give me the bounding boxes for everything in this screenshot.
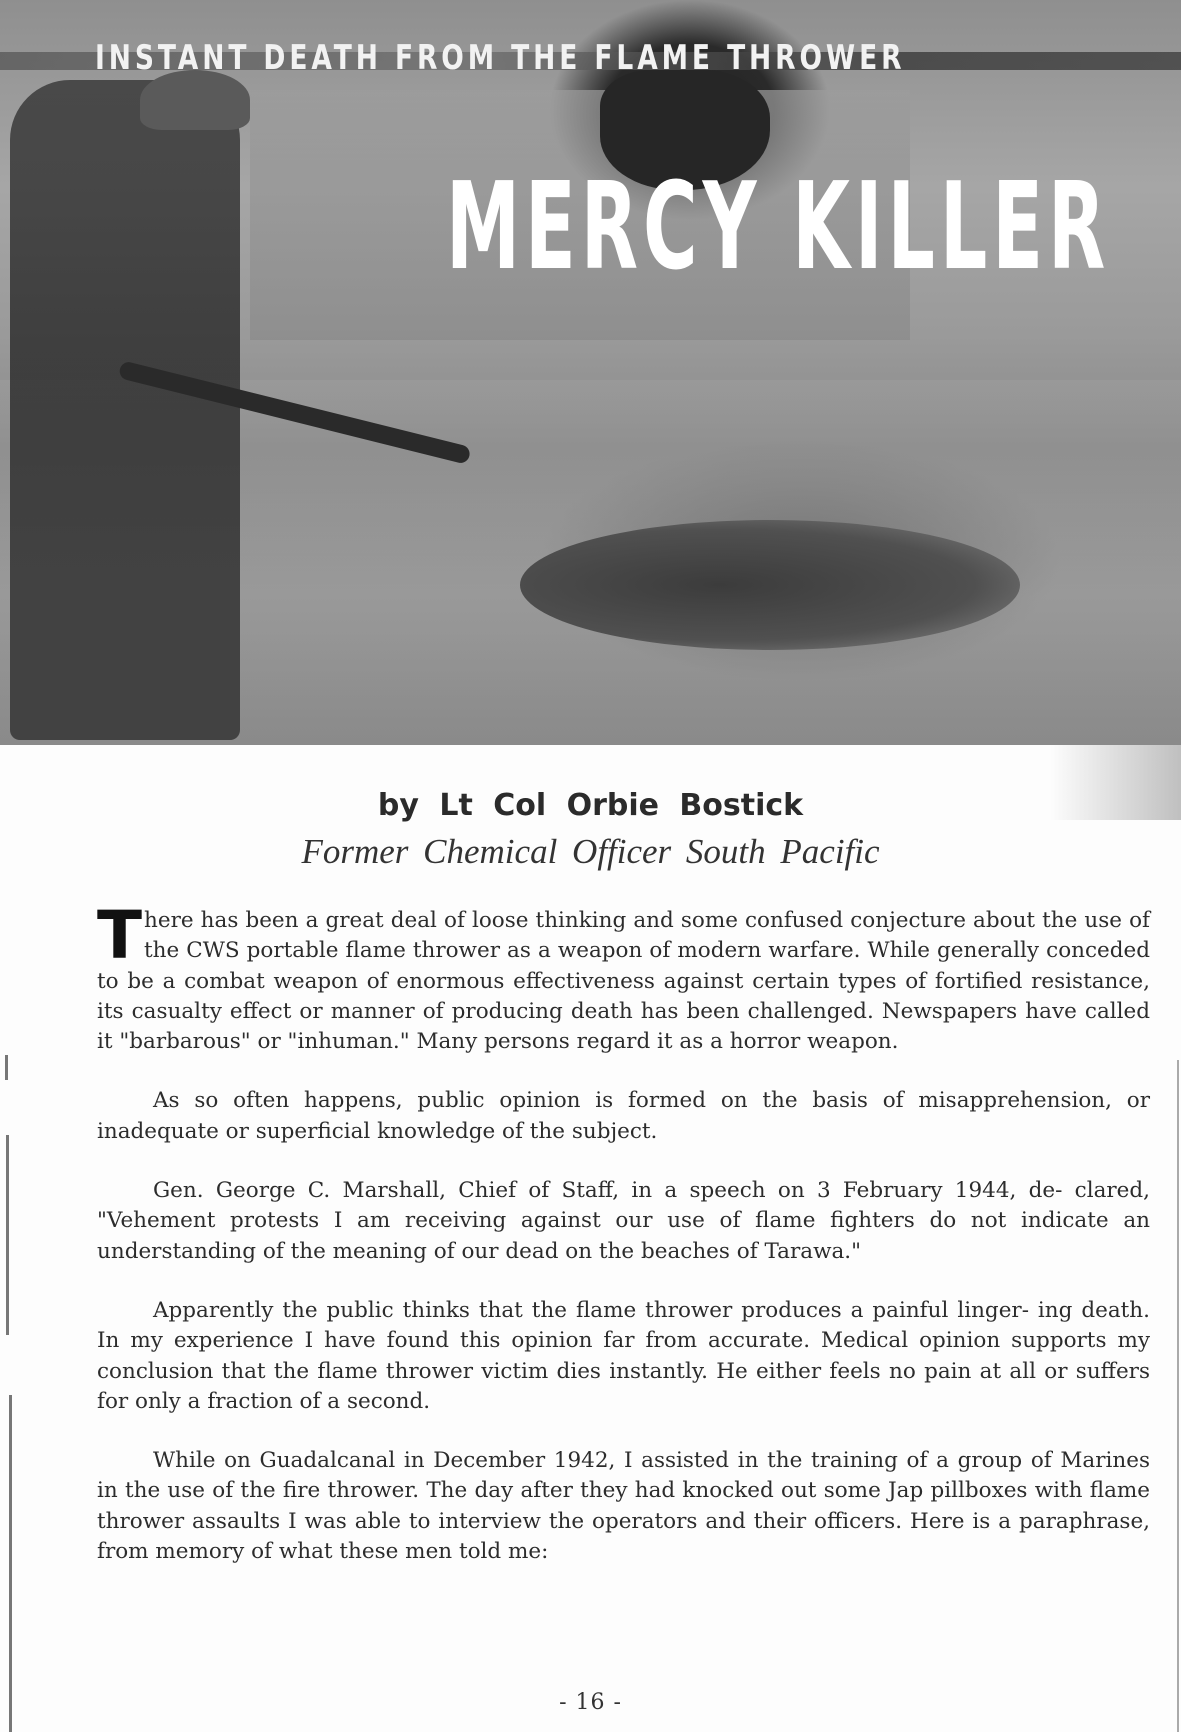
article-kicker: INSTANT DEATH FROM THE FLAME THROWER xyxy=(95,38,906,78)
byline: by Lt Col Orbie Bostick xyxy=(377,788,804,823)
article-body xyxy=(97,897,1150,1596)
scan-mark xyxy=(9,1395,12,1732)
scan-mark xyxy=(6,1135,9,1335)
paragraph: Gen. George C. Marshall, Chief of Staff, in a speech on 3 February 1944, de- clared, "Vehement protests I am receiving against our use of flame fighters do not indicate an understanding of the meaning of our dead on the beaches of Tarawa." xyxy=(97,1178,1150,1264)
scan-mark xyxy=(5,1055,8,1080)
paragraph xyxy=(97,897,1150,1057)
photo-helmet xyxy=(140,70,250,130)
page-number: - 16 - xyxy=(559,1690,622,1715)
paragraph-text: here has been a great deal of loose thinking and some confused conjecture about the use of the CWS portable flame thrower as a weapon of modern warfare. While generally conceded to be a combat weapon of enormous effectiveness against certain types of fortified resistance, its casualty effect or manner of producing death has been challenged. Newspapers have called it "barbarous" or "inhuman." Many persons regard it as a horror weapon. xyxy=(97,908,1150,1055)
byline-title: Former Chemical Officer South Pacific xyxy=(301,832,880,871)
paragraph: As so often happens, public opinion is formed on the basis of misapprehension, or inadequate or superficial knowledge of the subject. xyxy=(97,1088,1150,1144)
header-photo xyxy=(0,0,1181,745)
paragraph: While on Guadalcanal in December 1942, I assisted in the training of a group of Marines in the use of the fire thrower. The day after they had knocked out some Jap pillboxes with flame thrower assaults I was able to interview the operators and their officers. Here is a paraphrase, from memory of what these men told me: xyxy=(97,1448,1150,1565)
drop-cap: T xyxy=(97,897,143,974)
article-headline: MERCY KILLER xyxy=(446,158,1111,297)
scan-mark xyxy=(1177,1060,1179,1732)
photo-bodies xyxy=(520,520,1020,650)
paragraph: Apparently the public thinks that the flame thrower produces a painful linger- ing death. In my experience I have found this opinion far from accurate. Medical opinion supports my conclusion that the flame thrower victim dies instantly. He either feels no pain at all or suffers for only a fraction of a second. xyxy=(97,1297,1150,1414)
photo-soldier xyxy=(10,80,240,740)
